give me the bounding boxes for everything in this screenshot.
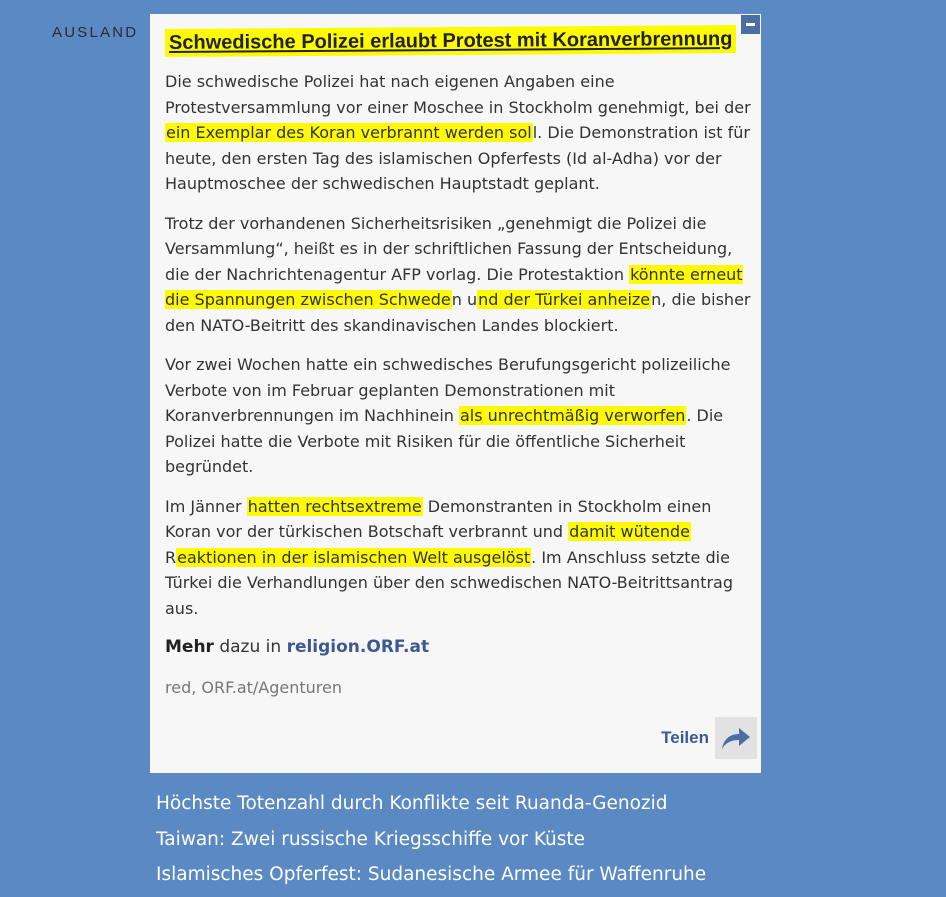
text: n u bbox=[451, 290, 478, 309]
share-button[interactable] bbox=[661, 717, 757, 759]
article-body bbox=[165, 69, 753, 714]
section-label: AUSLAND bbox=[52, 24, 139, 41]
source-credit: red, ORF.at/Agenturen bbox=[165, 677, 343, 697]
paragraph-1 bbox=[165, 69, 753, 197]
text: Trotz der vorhandenen Sicherheitsrisiken „genehmigt die Polizei die Versammlung“, heißt es in der schriftlichen Fassung der Entscheidung, die der Nachrichtenagentur AFP vorlag. Die Protestaktion bbox=[165, 213, 733, 284]
highlight: ein Exemplar des Koran verbrannt werden sol bbox=[166, 123, 532, 142]
text: Im Jänner bbox=[165, 496, 247, 516]
article-headline[interactable]: Schwedische Polizei erlaubt Protest mit Koranverbrennung bbox=[165, 25, 737, 57]
paragraph-3 bbox=[165, 352, 753, 480]
article-card bbox=[150, 14, 761, 773]
text: l. Die Demonstration ist für heute, den ersten Tag des islamischen Opferfests (Id al-Adha) vor der Hauptmoschee der schwedischen Hauptstadt geplant. bbox=[165, 123, 750, 193]
paragraph-2 bbox=[165, 211, 753, 339]
more-label: Mehr bbox=[165, 637, 214, 657]
text: n, die bisher den NATO-Beitritt des skandinavischen Landes blockiert. bbox=[165, 290, 751, 335]
related-link[interactable]: Höchste Totenzahl durch Konflikte seit Ruanda-Genozid bbox=[156, 793, 668, 814]
text: Die schwedische Polizei hat nach eigenen Angaben eine Protestversammlung vor einer Moschee in Stockholm genehmigt, bei der bbox=[165, 72, 751, 117]
text: Demonstranten in Stockholm einen Koran vor der türkischen Botschaft verbrannt und bbox=[165, 496, 712, 541]
highlight: hatten rechtsextreme bbox=[247, 496, 422, 516]
highlight: als unrechtmäßig verworfen bbox=[459, 406, 686, 425]
text: . Die Polizei hatte die Verbote mit Risiken für die öffentliche Sicherheit begründet. bbox=[165, 406, 724, 476]
highlight: eaktionen in der islamischen Welt ausgelöst bbox=[177, 547, 531, 567]
collapse-icon[interactable] bbox=[741, 15, 760, 34]
related-articles bbox=[156, 786, 706, 893]
highlight: könnte erneut die Spannungen zwischen Schwede bbox=[165, 264, 743, 309]
text: dazu in bbox=[213, 637, 287, 657]
share-label[interactable]: Teilen bbox=[661, 728, 709, 747]
religion-link[interactable]: religion.ORF.at bbox=[286, 637, 430, 657]
text: Vor zwei Wochen hatte ein schwedisches Berufungsgericht polizeiliche Verbote von im Februar geplanten Demonstrationen mit Koranverbrennungen im Nachhinein bbox=[165, 355, 731, 425]
highlight: nd der Türkei anheize bbox=[478, 290, 651, 309]
related-link[interactable]: Islamisches Opferfest: Sudanesische Armee für Waffenruhe bbox=[156, 864, 707, 885]
text: . Im Anschluss setzte die Türkei die Verhandlungen über den schwedischen NATO-Beitrittsantrag aus. bbox=[165, 547, 734, 618]
highlight: damit wütende bbox=[569, 522, 690, 541]
related-link[interactable]: Taiwan: Zwei russische Kriegsschiffe vor Küste bbox=[156, 828, 586, 850]
text: R bbox=[165, 547, 177, 567]
paragraph-4 bbox=[165, 494, 753, 622]
more-info bbox=[165, 635, 753, 661]
share-arrow-icon[interactable] bbox=[715, 717, 757, 759]
